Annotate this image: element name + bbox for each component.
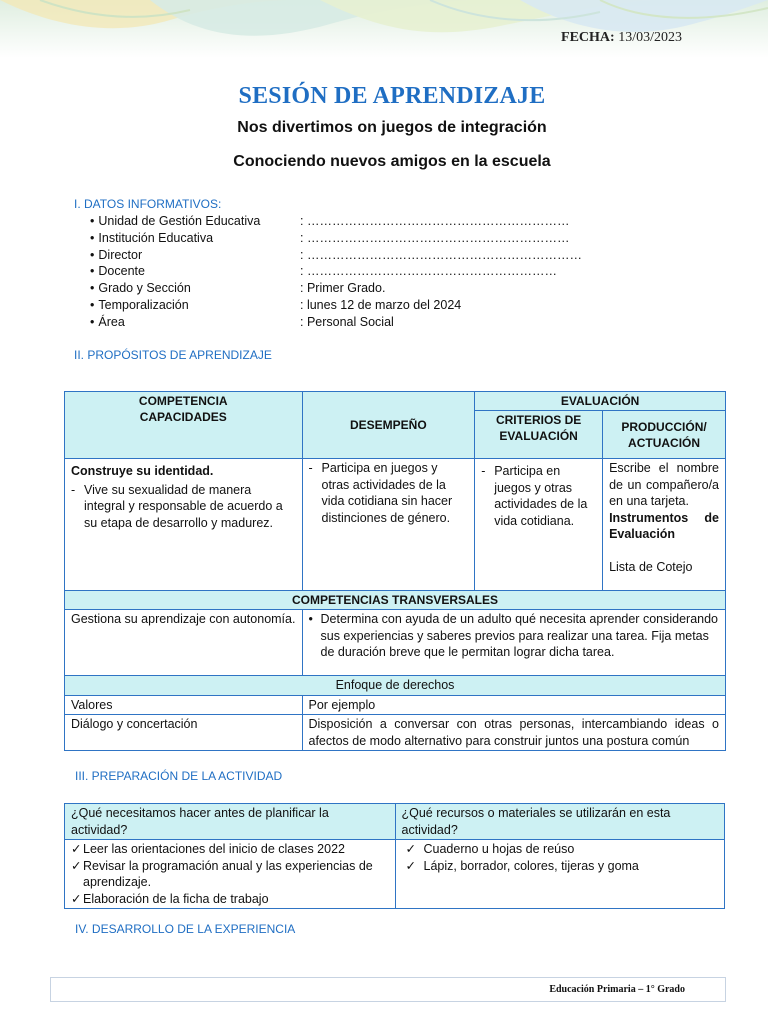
criterio-cell xyxy=(475,459,603,591)
leaf-pattern-decoration xyxy=(0,0,768,58)
instrumento-text: Lista de Cotejo xyxy=(609,559,693,574)
section-datos-heading: I. DATOS INFORMATIVOS: xyxy=(74,197,222,211)
check-icon: ✓ xyxy=(71,891,82,906)
datos-value: : ……………………………………………………… xyxy=(300,214,570,228)
ejemplo-label-cell: Por ejemplo xyxy=(302,695,726,715)
transversal-competencia-text: Gestiona su aprendizaje con autonomía. xyxy=(71,612,296,626)
section-propositos-heading: II. PROPÓSITOS DE APRENDIZAJE xyxy=(74,348,272,362)
date-value: 13/03/2023 xyxy=(618,30,682,45)
datos-value: : ……………………………………………………… xyxy=(300,230,570,245)
datos-label: • Grado y Sección xyxy=(90,280,300,297)
tasks-cell xyxy=(65,840,396,909)
datos-row xyxy=(90,213,582,230)
valores-label-cell: Valores xyxy=(65,695,303,715)
criterio-item xyxy=(481,463,596,529)
produccion-text: Escribe el nombre de un compañero/a en una tarjeta. xyxy=(609,461,719,508)
check-icon: ✓ xyxy=(71,858,82,873)
datos-row xyxy=(90,263,582,280)
datos-label: • Área xyxy=(90,314,300,331)
header-produccion: PRODUCCIÓN/ ACTUACIÓN xyxy=(603,411,726,459)
datos-row xyxy=(90,230,582,247)
page-footer xyxy=(50,977,726,1002)
question-resources: ¿Qué recursos o materiales se utilizarán en esta actividad? xyxy=(395,804,725,840)
ejemplo-cell: Disposición a conversar con otras personas, intercambiando ideas o afectos de modo alternativo para construir juntos una postura común xyxy=(302,715,726,751)
datos-row xyxy=(90,314,582,331)
session-subtitle: Nos divertimos on juegos de integración xyxy=(237,119,547,136)
header-desempeno: DESEMPEÑO xyxy=(302,392,475,459)
date-label: FECHA: xyxy=(561,30,615,45)
header-competencia xyxy=(65,392,303,459)
transversal-item xyxy=(309,611,720,661)
header-capacidades-label: CAPACIDADES xyxy=(139,410,227,424)
footer-text: Educación Primaria – 1° Grado xyxy=(549,984,685,995)
task-item xyxy=(71,841,389,858)
dash-marker: - xyxy=(481,464,486,478)
datos-row xyxy=(90,280,582,297)
preparacion-table xyxy=(64,803,725,909)
header-decoration xyxy=(0,0,768,58)
produccion-cell xyxy=(603,459,726,591)
datos-label: • Docente xyxy=(90,263,300,280)
datos-value: : Personal Social xyxy=(300,314,394,329)
datos-row xyxy=(90,297,582,314)
task-text: Revisar la programación anual y las experiencias de aprendizaje. xyxy=(83,858,373,889)
enfoque-header: Enfoque de derechos xyxy=(65,676,726,696)
transversal-capacidad-text: Determina con ayuda de un adulto qué necesita aprender considerando sus experiencias y saberes previos para realizar una tarea. Fija metas de duración breve que le permitan lograr dicha tarea. xyxy=(320,612,718,659)
dash-marker: - xyxy=(308,461,313,475)
datos-value: : Primer Grado. xyxy=(300,281,386,296)
transversal-competencia-cell xyxy=(65,610,303,676)
datos-value: : lunes 12 de marzo del 2024 xyxy=(300,297,462,312)
bullet-marker: • xyxy=(308,612,313,626)
page-title: SESIÓN DE APRENDIZAJE xyxy=(238,83,546,109)
datos-value: : ………………………………………………………… xyxy=(300,247,582,262)
material-text: Lápiz, borrador, colores, tijeras y goma xyxy=(423,858,639,873)
check-icon: ✓ xyxy=(405,842,416,856)
session-theme: Conociendo nuevos amigos en la escuela xyxy=(233,153,551,170)
capacidad-text: Vive su sexualidad de manera integral y responsable de acuerdo a su etapa de desarrollo y madurez. xyxy=(84,482,283,530)
criterio-text: Participa en juegos y otras actividades de la vida cotidiana. xyxy=(494,464,588,528)
section-desarrollo-heading: IV. DESARROLLO DE LA EXPERIENCIA xyxy=(75,922,296,936)
materials-cell xyxy=(395,840,725,909)
check-icon: ✓ xyxy=(405,858,416,873)
valor-cell: Diálogo y concertación xyxy=(65,715,303,751)
task-text: Leer las orientaciones del inicio de clases 2022 xyxy=(83,842,345,856)
material-item xyxy=(406,858,719,875)
competencia-cell xyxy=(65,459,303,591)
header-evaluacion: EVALUACIÓN xyxy=(475,392,726,411)
date-row xyxy=(561,30,682,46)
transversales-header: COMPETENCIAS TRANSVERSALES xyxy=(65,591,726,610)
header-criterios: CRITERIOS DE EVALUACIÓN xyxy=(475,411,603,459)
dash-marker: - xyxy=(71,482,76,497)
datos-informativos-list xyxy=(90,213,582,331)
question-before-planning: ¿Qué necesitamos hacer antes de planificar la actividad? xyxy=(65,804,396,840)
datos-row xyxy=(90,247,582,264)
capacidad-item xyxy=(71,482,296,532)
header-competencia-label: COMPETENCIA xyxy=(138,394,228,408)
desempeno-item xyxy=(309,460,469,526)
propositos-table xyxy=(64,391,726,751)
datos-label: • Temporalización xyxy=(90,297,300,314)
material-item xyxy=(406,841,719,858)
section-preparacion-heading: III. PREPARACIÓN DE LA ACTIVIDAD xyxy=(75,769,283,783)
transversal-capacidad-cell xyxy=(302,610,726,676)
desempeno-cell xyxy=(302,459,475,591)
datos-label: • Institución Educativa xyxy=(90,230,300,247)
task-item xyxy=(71,891,389,908)
check-icon: ✓ xyxy=(71,842,82,856)
datos-label: • Unidad de Gestión Educativa xyxy=(90,213,300,230)
competencia-title: Construye su identidad. xyxy=(71,464,214,478)
instrumentos-label: Instrumentos de Evaluación xyxy=(609,510,719,541)
task-item xyxy=(71,858,389,891)
task-text: Elaboración de la ficha de trabajo xyxy=(83,891,269,906)
datos-value: : …………………………………………………… xyxy=(300,264,557,279)
material-text: Cuaderno u hojas de reúso xyxy=(423,842,575,856)
datos-label: • Director xyxy=(90,247,300,264)
desempeno-text: Participa en juegos y otras actividades de la vida cotidiana sin hacer distinciones de género. xyxy=(321,461,453,525)
